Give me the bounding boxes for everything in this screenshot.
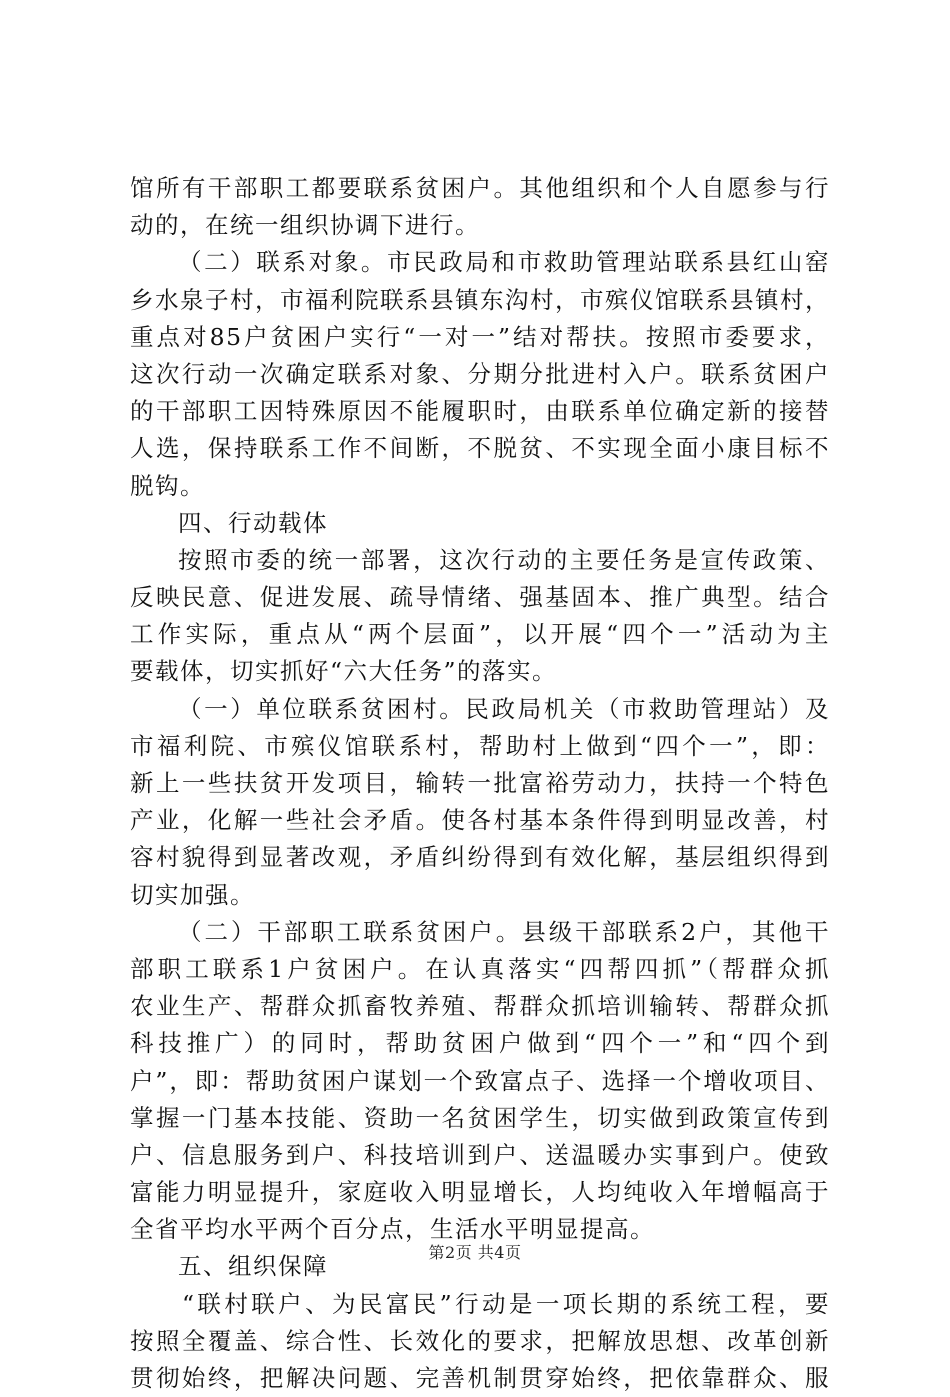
text-line: 这次行动一次确定联系对象、分期分批进村入户。联系贫困户 — [130, 359, 830, 388]
text-line: 部职工联系1户贫困户。在认真落实“四帮四抓”（帮群众抓 — [130, 954, 830, 983]
section-heading: 四、行动载体 — [178, 508, 328, 537]
text-line: （一）单位联系贫困村。民政局机关（市救助管理站）及 — [178, 694, 830, 723]
text-line: 贯彻始终，把解决问题、完善机制贯穿始终，把依靠群众、服 — [130, 1364, 830, 1392]
text-line: 全省平均水平两个百分点，生活水平明显提高。 — [130, 1215, 655, 1244]
text-line: 乡水泉子村，市福利院联系县镇东沟村，市殡仪馆联系县镇村， — [130, 285, 830, 314]
text-line: “联村联户、为民富民”行动是一项长期的系统工程，要 — [182, 1289, 830, 1318]
text-line: （二）干部职工联系贫困户。县级干部联系2户，其他干 — [178, 917, 830, 946]
text-line: 的干部职工因特殊原因不能履职时，由联系单位确定新的接替 — [130, 397, 830, 426]
text-line: 反映民意、促进发展、疏导情绪、强基固本、推广典型。结合 — [130, 583, 830, 612]
text-line: 产业，化解一些社会矛盾。使各村基本条件得到明显改善，村 — [130, 806, 830, 835]
text-line: 新上一些扶贫开发项目，输转一批富裕劳动力，扶持一个特色 — [130, 769, 830, 797]
text-line: 户、信息服务到户、科技培训到户、送温暖办实事到户。使致 — [130, 1140, 830, 1169]
text-line: 人选，保持联系工作不间断，不脱贫、不实现全面小康目标不 — [130, 434, 830, 463]
text-line: 工作实际，重点从“两个层面”，以开展“四个一”活动为主 — [130, 620, 830, 649]
text-line: 科技推广）的同时，帮助贫困户做到“四个一”和“四个到 — [130, 1029, 830, 1058]
text-line: 富能力明显提升，家庭收入明显增长，人均纯收入年增幅高于 — [130, 1178, 830, 1207]
text-line: 市福利院、市殡仪馆联系村，帮助村上做到“四个一”，即： — [130, 731, 830, 760]
text-line: 按照全覆盖、综合性、长效化的要求，把解放思想、改革创新 — [130, 1326, 830, 1355]
text-line: 按照市委的统一部署，这次行动的主要任务是宣传政策、 — [178, 545, 830, 574]
page-footer: 第2页 共4页 — [428, 1243, 522, 1262]
text-line: 容村貌得到显著改观，矛盾纠纷得到有效化解，基层组织得到 — [130, 843, 830, 872]
document-body — [130, 170, 830, 1397]
text-line: 动的，在统一组织协调下进行。 — [130, 211, 480, 240]
text-line: 重点对85户贫困户实行“一对一”结对帮扶。按照市委要求， — [130, 322, 830, 351]
text-line: 切实加强。 — [130, 880, 255, 909]
text-line: 农业生产、帮群众抓畜牧养殖、帮群众抓培训输转、帮群众抓 — [130, 992, 830, 1021]
text-line: （二）联系对象。市民政局和市救助管理站联系县红山窑 — [178, 248, 830, 277]
text-line: 馆所有干部职工都要联系贫困户。其他组织和个人自愿参与行 — [130, 174, 830, 202]
text-line: 掌握一门基本技能、资助一名贫困学生，切实做到政策宣传到 — [130, 1103, 830, 1132]
section-heading: 五、组织保障 — [178, 1252, 328, 1281]
text-line: 户”，即：帮助贫困户谋划一个致富点子、选择一个增收项目、 — [130, 1066, 830, 1095]
text-line: 脱钩。 — [130, 471, 205, 500]
text-line: 要载体，切实抓好“六大任务”的落实。 — [130, 657, 558, 686]
